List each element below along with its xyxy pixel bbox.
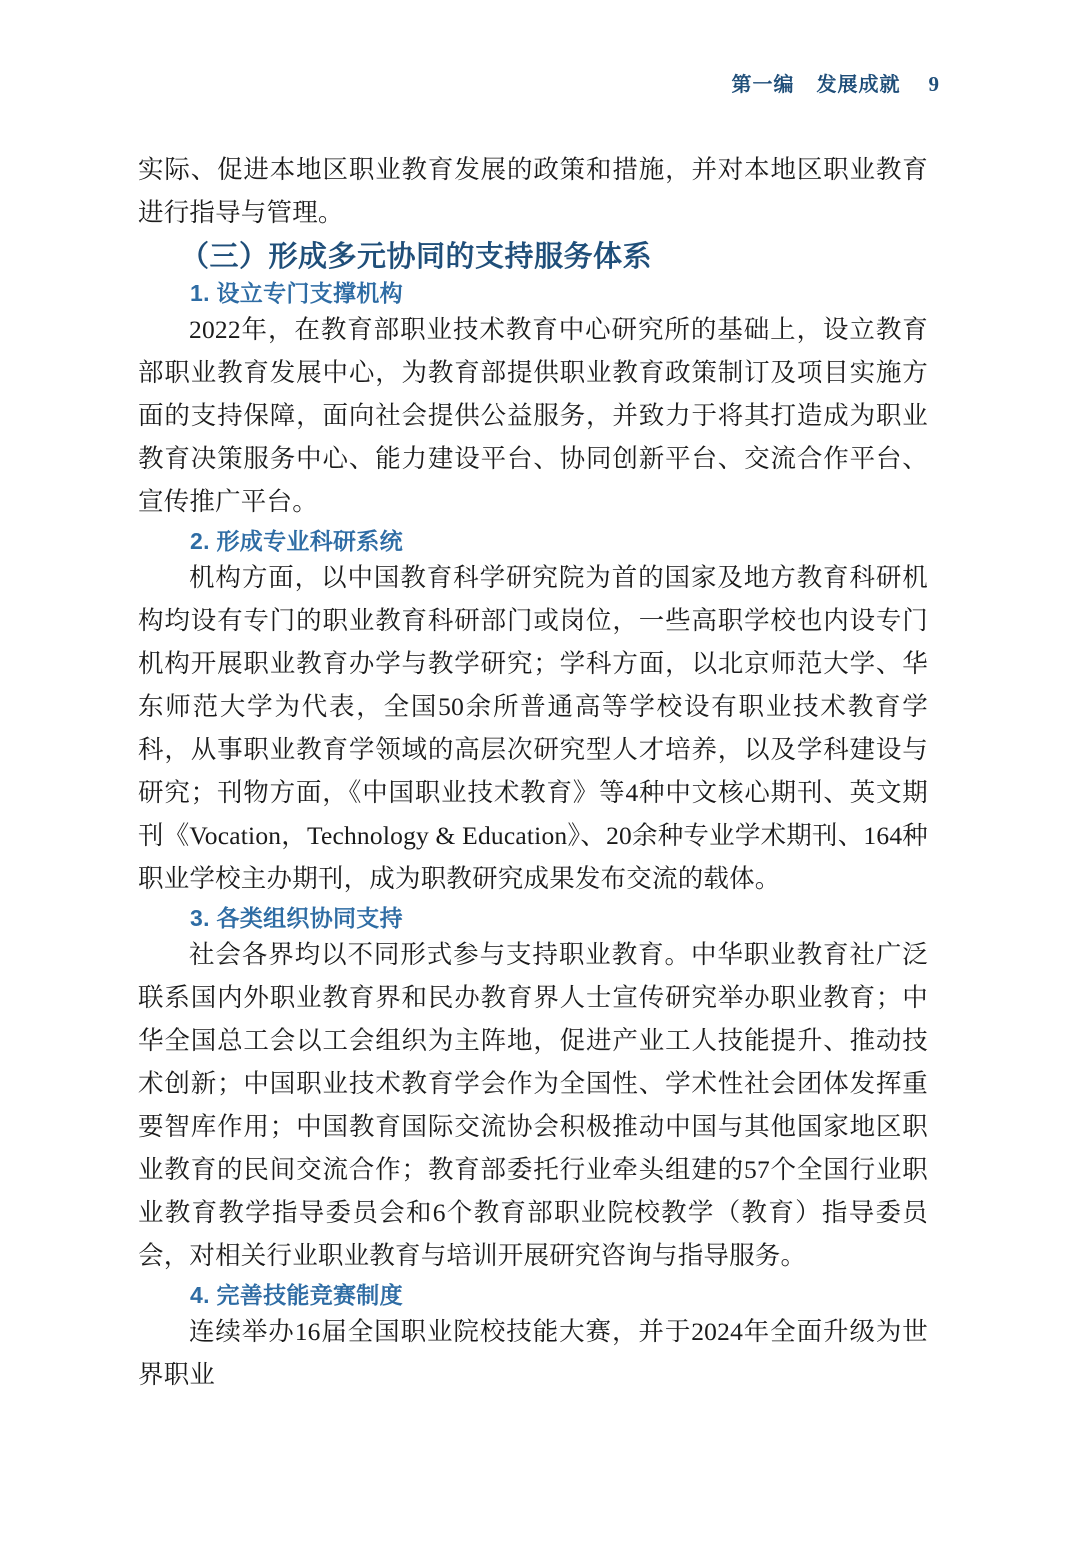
subsection-number-1: 1. bbox=[190, 280, 210, 306]
subsection-number-2: 2. bbox=[190, 528, 210, 554]
section-title: （三）形成多元协同的支持服务体系 bbox=[180, 241, 653, 273]
subsection-title-3: 各类组织协同支持 bbox=[216, 905, 403, 931]
subsection-title-2: 形成专业科研系统 bbox=[216, 528, 403, 554]
subsection-heading-1 bbox=[138, 275, 928, 308]
subsection-paragraph-3: 社会各界均以不同形式参与支持职业教育。中华职业教育社广泛联系国内外职业教育界和民办教育界人士宣传研究举办职业教育；中华全国总工会以工会组织为主阵地，促进产业工人技能提升、推动技术创新；中国职业技术教育学会作为全国性、学术性社会团体发挥重要智库作用；中国教育国际交流协会积极推动中国与其他国家地区职业教育的民间交流合作；教育部委托行业牵头组建的57个全国行业职业教育教学指导委员会和6个教育部职业院校教学（教育）指导委员会，对相关行业职业教育与培训开展研究咨询与指导服务。 bbox=[138, 940, 928, 1270]
intro-paragraph: 实际、促进本地区职业教育发展的政策和措施，并对本地区职业教育进行指导与管理。 bbox=[138, 155, 928, 227]
subsection-heading-2 bbox=[138, 523, 928, 556]
subsection-heading-3 bbox=[138, 900, 928, 933]
page-number: 9 bbox=[928, 72, 940, 96]
header-volume: 第一编 bbox=[731, 74, 795, 96]
header-section: 发展成就 bbox=[816, 74, 901, 96]
page-header bbox=[732, 68, 941, 97]
subsection-number-4: 4. bbox=[190, 1282, 210, 1308]
subsection-number-3: 3. bbox=[190, 905, 210, 931]
subsection-title-1: 设立专门支撑机构 bbox=[216, 280, 403, 306]
subsection-heading-4 bbox=[138, 1277, 928, 1310]
subsection-paragraph-1: 2022年，在教育部职业技术教育中心研究所的基础上，设立教育部职业教育发展中心，为教育部提供职业教育政策制订及项目实施方面的支持保障，面向社会提供公益服务，并致力于将其打造成为职业教育决策服务中心、能力建设平台、协同创新平台、交流合作平台、宣传推广平台。 bbox=[138, 315, 928, 516]
page-content bbox=[138, 148, 928, 1396]
subsection-paragraph-2: 机构方面，以中国教育科学研究院为首的国家及地方教育科研机构均设有专门的职业教育科研部门或岗位，一些高职学校也内设专门机构开展职业教育办学与教学研究；学科方面，以北京师范大学、华东师范大学为代表，全国50余所普通高等学校设有职业技术教育学科，从事职业教育学领域的高层次研究型人才培养，以及学科建设与研究；刊物方面，《中国职业技术教育》等4种中文核心期刊、英文期刊《Vocation，Technology & Education》、20余种专业学术期刊、164种职业学校主办期刊，成为职教研究成果发布交流的载体。 bbox=[138, 563, 928, 893]
subsection-paragraph-4: 连续举办16届全国职业院校技能大赛，并于2024年全面升级为世界职业 bbox=[138, 1317, 928, 1389]
subsection-title-4: 完善技能竞赛制度 bbox=[216, 1282, 403, 1308]
